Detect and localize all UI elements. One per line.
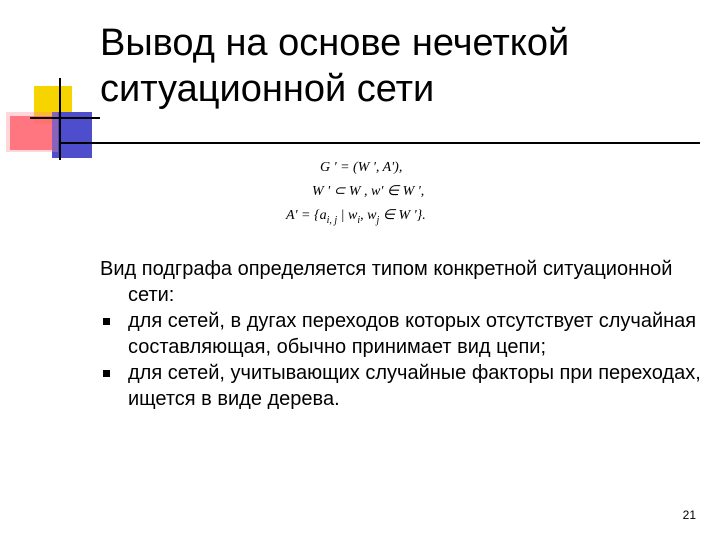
title-line-1: Вывод на основе нечеткой bbox=[100, 22, 570, 64]
formula-block bbox=[286, 156, 426, 233]
page-number: 21 bbox=[682, 508, 696, 522]
formula-line-3: $A' = \{a_{i, j}$ | $w_i$, $w_j$ ∈ W '}. bbox=[286, 208, 426, 226]
intro-paragraph: Вид подграфа определяется типом конкретной ситуационной сети: bbox=[100, 258, 673, 306]
title-divider bbox=[60, 142, 700, 144]
slide-body bbox=[100, 256, 710, 412]
bullet-text-2: для сетей, учитывающих случайные факторы при переходах, ищется в виде дерева. bbox=[128, 362, 701, 410]
slide-title bbox=[100, 20, 700, 112]
bullet-square-icon bbox=[103, 318, 110, 325]
bullet-text-1: для сетей, в дугах переходов которых отсутствует случайная составляющая, обычно принимает вид цепи; bbox=[128, 310, 697, 358]
title-line-2: ситуационной сети bbox=[100, 68, 435, 110]
decorative-squares bbox=[0, 0, 110, 170]
bullet-item bbox=[100, 308, 710, 360]
formula-line-2: W ' ⊂ W , w' ∈ W ', bbox=[312, 184, 425, 199]
formula-line-1: G ' = (W ', A'), bbox=[320, 160, 403, 175]
bullet-item bbox=[100, 360, 710, 412]
bullet-square-icon bbox=[103, 370, 110, 377]
